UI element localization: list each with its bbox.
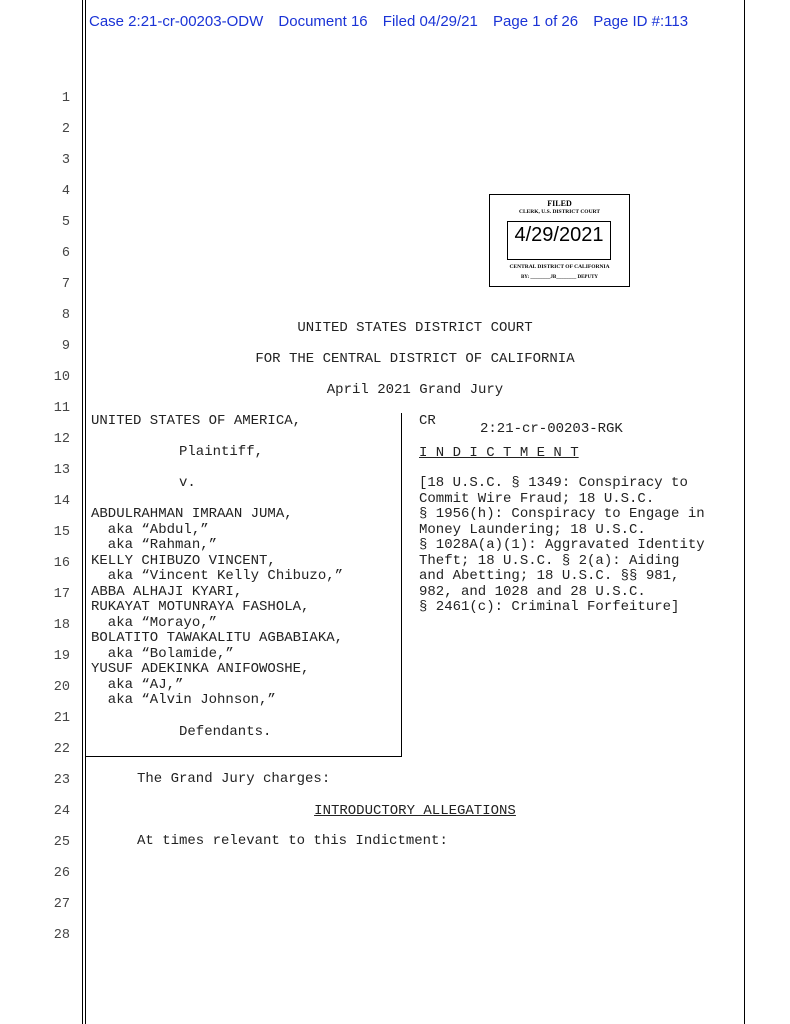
cr-label: CR — [419, 413, 436, 429]
charge-line: § 1028A(a)(1): Aggravated Identity — [419, 537, 705, 553]
stamp-clerk: CLERK, U.S. DISTRICT COURT — [518, 209, 600, 215]
stamp-date-box — [507, 221, 611, 260]
court-district: FOR THE CENTRAL DISTRICT OF CALIFORNIA — [255, 351, 575, 367]
header-document: Document 16 — [278, 13, 368, 30]
defendant-line: RUKAYAT MOTUNRAYA FASHOLA, — [91, 599, 310, 615]
line-number: 5 — [61, 215, 70, 230]
line-number: 23 — [53, 773, 70, 788]
charges-intro: The Grand Jury charges: — [137, 771, 331, 787]
section-heading-text: INTRODUCTORY ALLEGATIONS — [314, 803, 516, 819]
charge-line: § 1956(h): Conspiracy to Engage in — [419, 506, 705, 522]
defendant-line: KELLY CHIBUZO VINCENT, — [91, 552, 276, 569]
stamp-district: CENTRAL DISTRICT OF CALIFORNIA — [509, 264, 610, 270]
defendant-line: aka “Alvin Johnson,” — [91, 692, 276, 708]
line-number: 16 — [53, 556, 70, 571]
line-number: 6 — [61, 246, 70, 261]
line-number: 12 — [53, 432, 70, 447]
right-margin-line — [744, 0, 745, 1024]
line-number: 28 — [53, 928, 70, 943]
defendants-label: Defendants. — [179, 724, 272, 740]
line-number: 2 — [61, 122, 70, 137]
charges-list — [419, 476, 705, 616]
line-number: 10 — [53, 370, 70, 385]
defendant-line: aka “Abdul,” — [91, 521, 209, 538]
left-margin-line-outer — [82, 0, 83, 1024]
defendant-line: aka “Bolamide,” — [91, 645, 234, 662]
defendant-line: aka “Morayo,” — [91, 614, 218, 631]
stamp-date: 4/29/2021 — [514, 224, 604, 246]
defendant-line: BOLATITO TAWAKALITU AGBABIAKA, — [91, 630, 344, 646]
relevant-times: At times relevant to this Indictment: — [137, 833, 448, 849]
caption-border-right — [401, 413, 402, 756]
defendant-line: aka “Rahman,” — [91, 537, 218, 553]
line-number: 13 — [53, 463, 70, 478]
line-number: 4 — [61, 184, 70, 199]
line-number: 19 — [53, 649, 70, 664]
defendant-line: ABDULRAHMAN IMRAAN JUMA, — [91, 506, 293, 522]
header-filed: Filed 04/29/21 — [382, 13, 478, 30]
line-number: 14 — [53, 494, 70, 509]
line-number: 3 — [61, 153, 70, 168]
charge-line: § 2461(c): Criminal Forfeiture] — [419, 599, 680, 615]
charge-line: 982, and 1028 and 28 U.S.C. — [419, 583, 646, 600]
line-number: 21 — [53, 711, 70, 726]
line-number: 27 — [53, 897, 70, 912]
defendant-line: ABBA ALHAJI KYARI, — [91, 583, 243, 600]
court-name: UNITED STATES DISTRICT COURT — [297, 320, 533, 336]
line-number: 15 — [53, 525, 70, 540]
line-number: 18 — [53, 618, 70, 633]
stamp-by: BY: ________JB________ DEPUTY — [520, 275, 599, 280]
defendants-list — [91, 507, 343, 709]
left-margin-line-inner — [85, 0, 86, 1024]
charge-line: [18 U.S.C. § 1349: Conspiracy to — [419, 475, 688, 491]
filed-stamp — [489, 194, 630, 287]
charge-line: Theft; 18 U.S.C. § 2(a): Aiding — [419, 552, 680, 569]
charge-line: and Abetting; 18 U.S.C. §§ 981, — [419, 568, 680, 584]
line-number: 26 — [53, 866, 70, 881]
grand-jury: April 2021 Grand Jury — [326, 382, 504, 398]
charge-line: Commit Wire Fraud; 18 U.S.C. — [419, 490, 655, 507]
plaintiff-name: UNITED STATES OF AMERICA, — [91, 413, 302, 429]
stamp-filed: FILED — [547, 199, 572, 208]
line-number: 7 — [61, 277, 70, 292]
line-number: 17 — [53, 587, 70, 602]
header-page-id: Page ID #:113 — [593, 13, 689, 30]
line-number: 20 — [53, 680, 70, 695]
line-number: 11 — [53, 401, 70, 416]
filing-header — [89, 13, 699, 30]
case-number: 2:21-cr-00203-RGK — [480, 421, 623, 437]
versus: v. — [179, 475, 196, 491]
header-case: Case 2:21-cr-00203-ODW — [89, 13, 264, 30]
line-number: 1 — [61, 91, 70, 106]
line-number: 9 — [61, 339, 70, 354]
line-number: 25 — [53, 835, 70, 850]
line-number: 22 — [53, 742, 70, 757]
line-number: 24 — [53, 804, 70, 819]
defendant-line: aka “Vincent Kelly Chibuzo,” — [91, 568, 344, 584]
header-page: Page 1 of 26 — [493, 13, 579, 30]
line-number: 8 — [61, 308, 70, 323]
document-title: I N D I C T M E N T — [419, 445, 579, 461]
plaintiff-label: Plaintiff, — [179, 444, 264, 460]
defendant-line: YUSUF ADEKINKA ANIFOWOSHE, — [91, 661, 310, 677]
charge-line: Money Laundering; 18 U.S.C. — [419, 521, 646, 538]
section-heading — [86, 803, 744, 819]
caption-border-bottom — [86, 756, 402, 757]
defendant-line: aka “AJ,” — [91, 676, 184, 693]
